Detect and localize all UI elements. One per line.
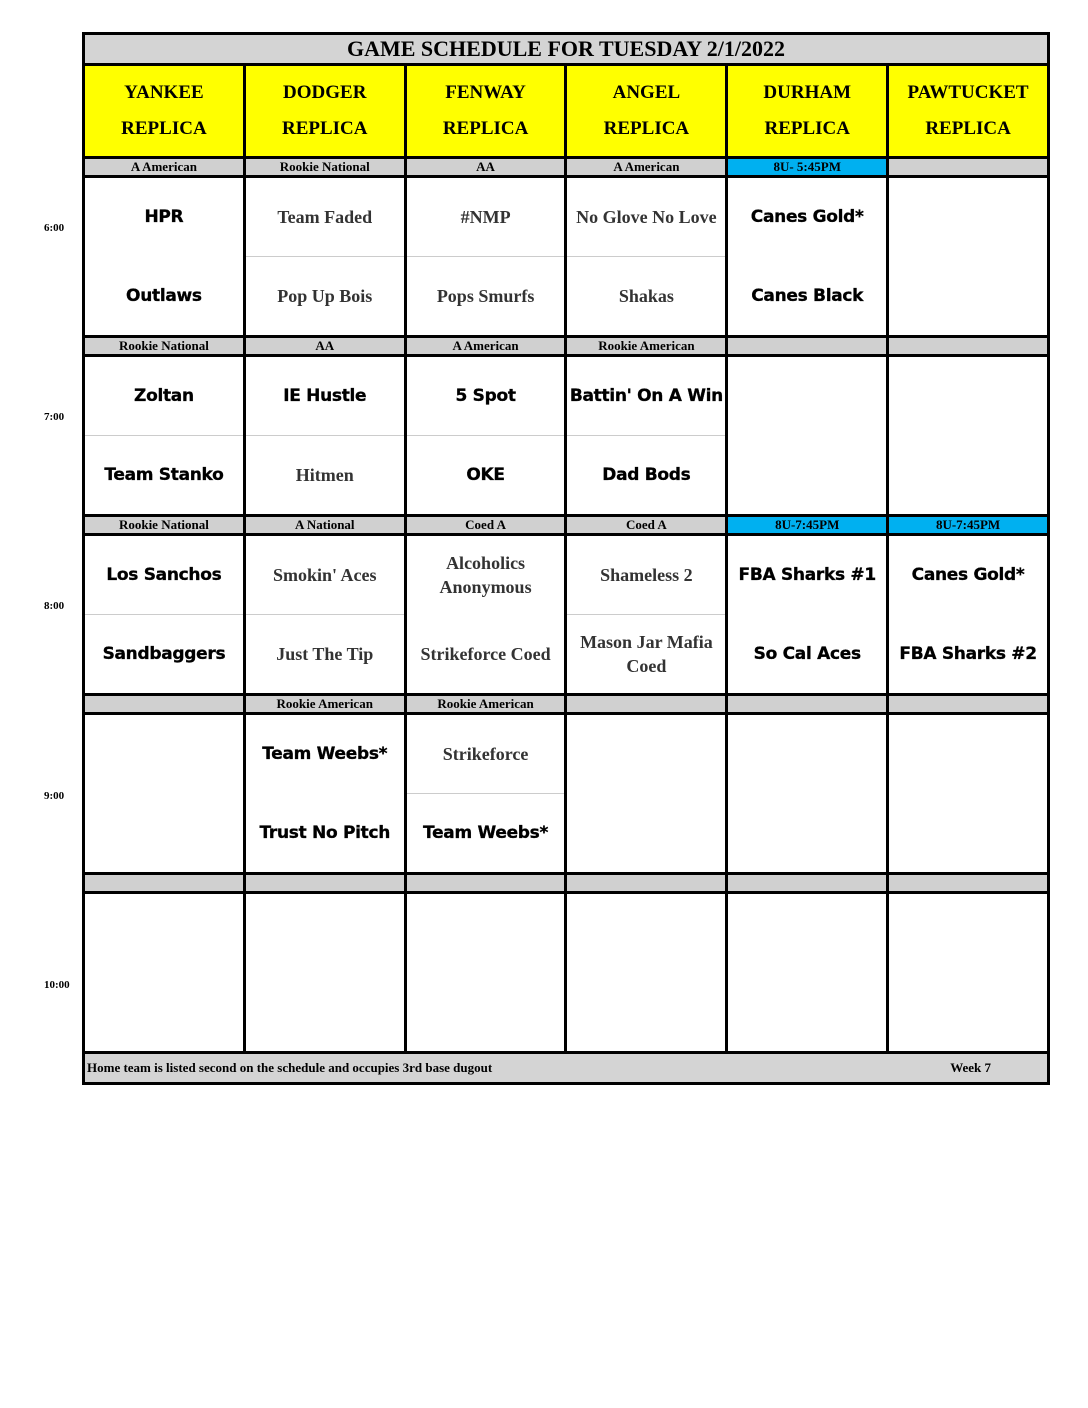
game-cell xyxy=(888,714,1049,874)
game-cell xyxy=(566,356,727,516)
game-cell xyxy=(244,535,405,695)
division-label: Rookie American xyxy=(405,695,566,714)
away-team xyxy=(728,357,886,436)
division-label: 8U-7:45PM xyxy=(888,516,1049,535)
division-label xyxy=(888,158,1049,177)
home-team: Hitmen xyxy=(295,465,354,485)
schedule-sheet xyxy=(82,32,1050,1146)
game-cell xyxy=(566,714,727,874)
home-team xyxy=(567,794,725,873)
away-team: Canes Gold* xyxy=(911,565,1025,586)
away-team: #NMP xyxy=(407,178,565,257)
division-label: A American xyxy=(405,337,566,356)
home-team: Pop Up Bois xyxy=(277,286,373,306)
time-label-9: 9:00 xyxy=(44,790,65,802)
division-label: Coed A xyxy=(405,516,566,535)
game-cell xyxy=(566,893,727,1053)
home-team: Outlaws xyxy=(126,285,202,306)
division-label: AA xyxy=(244,337,405,356)
away-team: Team Faded xyxy=(246,178,404,257)
division-label: Rookie National xyxy=(84,516,245,535)
time-label-10: 10:00 xyxy=(44,979,70,991)
home-team: Shakas xyxy=(618,286,674,306)
away-team: Alcoholics Anonymous xyxy=(439,553,532,598)
game-cell xyxy=(244,177,405,337)
home-team: OKE xyxy=(466,465,505,485)
division-label xyxy=(888,874,1049,893)
division-label xyxy=(566,695,727,714)
home-team xyxy=(889,973,1047,1052)
game-cell xyxy=(244,356,405,516)
away-team: Smokin' Aces xyxy=(246,536,404,615)
game-cell xyxy=(84,535,245,695)
away-team xyxy=(85,715,243,794)
field-name: YANKEE xyxy=(124,82,204,103)
away-team: Canes Gold* xyxy=(750,207,864,228)
division-label xyxy=(405,874,566,893)
game-cell xyxy=(405,893,566,1053)
away-team: Strikeforce xyxy=(407,715,565,794)
away-team xyxy=(567,894,725,973)
home-team: Mason Jar Mafia Coed xyxy=(580,632,713,676)
home-team: Just The Tip xyxy=(276,644,374,664)
field-name: ANGEL xyxy=(612,82,681,103)
away-team: Los Sanchos xyxy=(85,536,243,615)
field-header-durham xyxy=(727,65,888,158)
home-team xyxy=(728,436,886,515)
game-cell xyxy=(727,177,888,337)
division-label: 8U- 5:45PM xyxy=(727,158,888,177)
time-label-8: 8:00 xyxy=(44,600,65,612)
away-team xyxy=(407,894,565,973)
field-subtitle: REPLICA xyxy=(925,118,1011,139)
division-label: Rookie National xyxy=(244,158,405,177)
field-header-pawtucket xyxy=(888,65,1049,158)
division-label xyxy=(888,695,1049,714)
field-subtitle: REPLICA xyxy=(281,118,368,139)
game-cell xyxy=(566,177,727,337)
game-cell xyxy=(84,893,245,1053)
home-team xyxy=(889,257,1047,336)
away-team: No Glove No Love xyxy=(567,178,725,257)
home-team: Pops Smurfs xyxy=(436,286,535,306)
week-label: Week 7 xyxy=(950,1060,991,1075)
field-header-yankee xyxy=(84,65,245,158)
footer-bar xyxy=(84,1053,1049,1084)
game-cell xyxy=(84,177,245,337)
away-team: FBA Sharks #1 xyxy=(738,565,876,586)
home-team xyxy=(407,973,565,1052)
game-cell xyxy=(727,714,888,874)
home-team: FBA Sharks #2 xyxy=(899,643,1037,664)
division-label: Coed A xyxy=(566,516,727,535)
field-header-fenway xyxy=(405,65,566,158)
division-label xyxy=(566,874,727,893)
home-team: Sandbaggers xyxy=(102,644,226,664)
time-label-6: 6:00 xyxy=(44,222,65,234)
game-cell xyxy=(84,714,245,874)
division-label: A American xyxy=(84,158,245,177)
game-cell xyxy=(566,535,727,695)
home-team: Trust No Pitch xyxy=(259,822,391,843)
away-team: Shameless 2 xyxy=(567,536,725,615)
game-cell xyxy=(888,177,1049,337)
division-label xyxy=(727,695,888,714)
away-team: 5 Spot xyxy=(407,357,565,436)
game-cell xyxy=(244,893,405,1053)
home-team xyxy=(728,973,886,1052)
division-label xyxy=(84,874,245,893)
division-label xyxy=(84,695,245,714)
schedule-table xyxy=(82,32,1050,1085)
game-cell xyxy=(405,177,566,337)
division-label xyxy=(727,337,888,356)
division-label: Rookie American xyxy=(566,337,727,356)
away-team xyxy=(567,715,725,794)
home-team: Dad Bods xyxy=(602,465,691,485)
game-cell xyxy=(888,356,1049,516)
game-cell xyxy=(727,356,888,516)
game-cell xyxy=(405,714,566,874)
away-team xyxy=(728,894,886,973)
division-label: A American xyxy=(566,158,727,177)
division-label: A National xyxy=(244,516,405,535)
field-header-angel xyxy=(566,65,727,158)
field-name: PAWTUCKET xyxy=(907,82,1029,103)
game-cell xyxy=(727,893,888,1053)
division-label: AA xyxy=(405,158,566,177)
field-name: DURHAM xyxy=(763,82,852,103)
home-team: Strikeforce Coed xyxy=(420,643,551,664)
home-team: Team Stanko xyxy=(104,465,224,485)
division-label xyxy=(727,874,888,893)
away-team xyxy=(889,357,1047,436)
away-team xyxy=(889,894,1047,973)
away-team: Zoltan xyxy=(85,357,243,436)
home-team: Canes Black xyxy=(751,285,864,306)
away-team: IE Hustle xyxy=(246,357,404,436)
away-team xyxy=(85,894,243,973)
division-label: 8U-7:45PM xyxy=(727,516,888,535)
field-name: FENWAY xyxy=(445,82,526,103)
footer-note: Home team is listed second on the schedule and occupies 3rd base dugout xyxy=(87,1060,493,1075)
game-cell xyxy=(405,356,566,516)
game-cell xyxy=(888,535,1049,695)
home-team xyxy=(85,794,243,873)
away-team: Team Weebs* xyxy=(262,744,388,765)
home-team xyxy=(728,794,886,873)
home-team xyxy=(889,436,1047,515)
away-team xyxy=(728,715,886,794)
field-name: DODGER xyxy=(283,82,367,103)
away-team xyxy=(246,894,404,973)
away-team xyxy=(889,178,1047,257)
page-title: GAME SCHEDULE FOR TUESDAY 2/1/2022 xyxy=(84,34,1049,65)
game-cell xyxy=(405,535,566,695)
home-team xyxy=(246,973,404,1052)
away-team: HPR xyxy=(144,207,184,228)
game-cell xyxy=(888,893,1049,1053)
away-team: Battin' On A Win xyxy=(567,357,725,436)
field-subtitle: REPLICA xyxy=(442,118,529,139)
division-label: Rookie National xyxy=(84,337,245,356)
away-team xyxy=(889,715,1047,794)
division-label xyxy=(244,874,405,893)
field-header-dodger xyxy=(244,65,405,158)
home-team xyxy=(889,794,1047,873)
field-subtitle: REPLICA xyxy=(764,118,850,139)
game-cell xyxy=(84,356,245,516)
field-subtitle: REPLICA xyxy=(603,118,690,139)
division-label xyxy=(888,337,1049,356)
game-cell xyxy=(727,535,888,695)
time-label-7: 7:00 xyxy=(44,411,65,423)
home-team xyxy=(567,973,725,1052)
game-cell xyxy=(244,714,405,874)
division-label: Rookie American xyxy=(244,695,405,714)
home-team: So Cal Aces xyxy=(753,643,861,664)
field-subtitle: REPLICA xyxy=(121,118,207,139)
home-team: Team Weebs* xyxy=(423,823,549,843)
home-team xyxy=(85,973,243,1052)
